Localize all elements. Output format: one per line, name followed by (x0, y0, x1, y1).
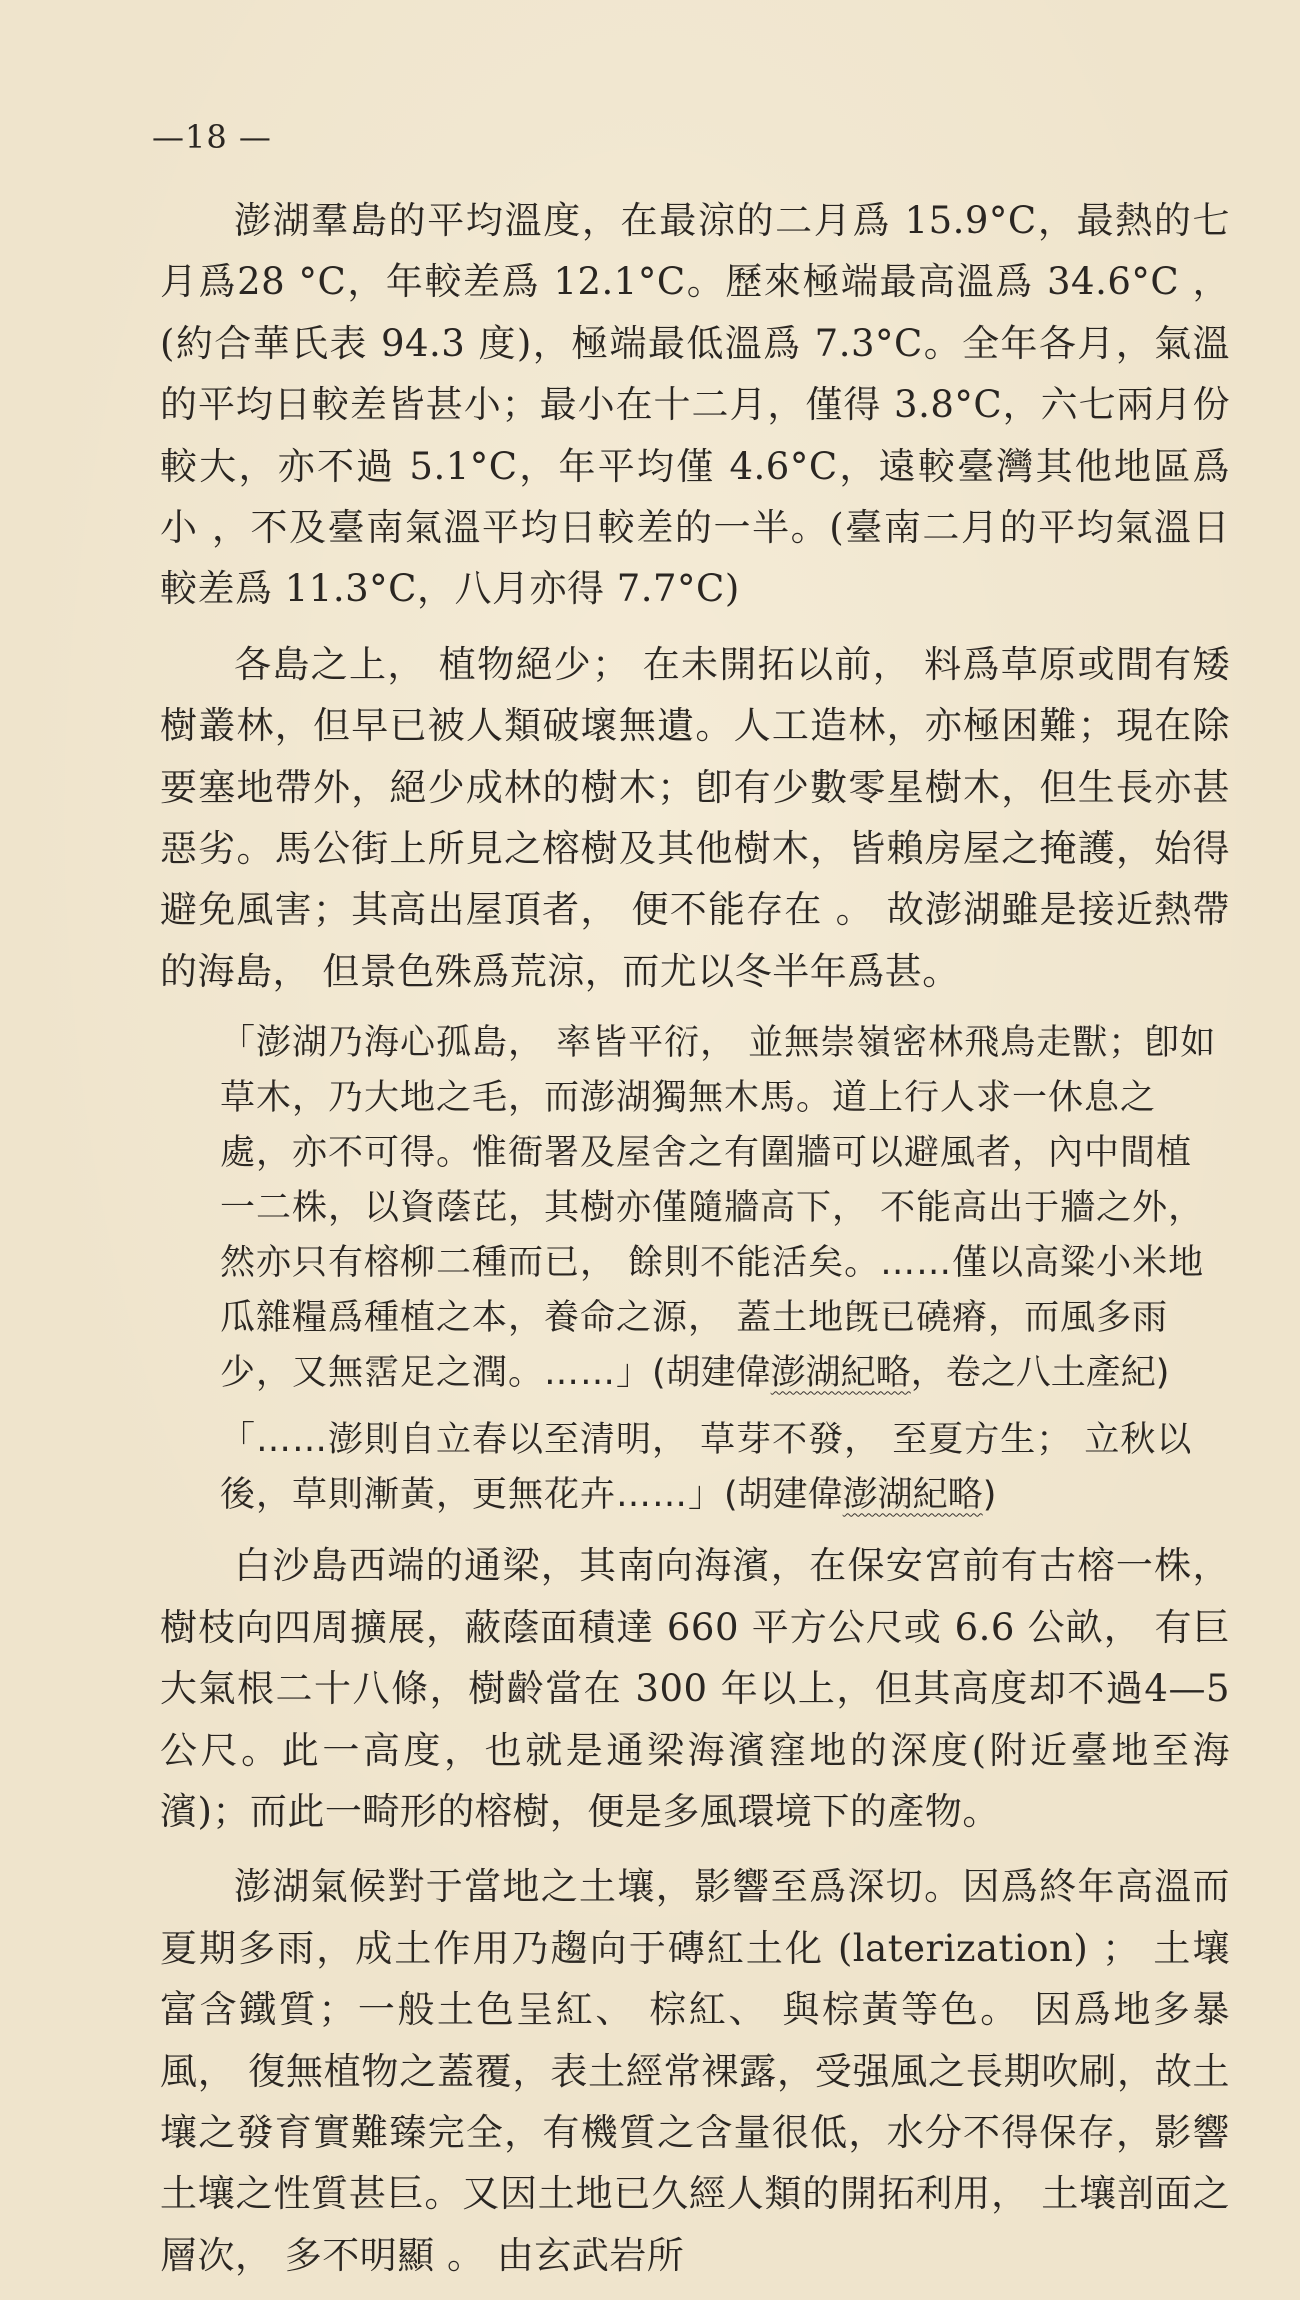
quote-1-source-rest: ，卷之八土產紀) (910, 1353, 1170, 1394)
quote-2-source-author: (胡建偉 (724, 1475, 843, 1516)
page-body (160, 190, 1230, 2300)
paragraph-temperature: 澎湖羣島的平均溫度，在最涼的二月爲 15.9°C，最熱的七月爲28 °C，年較差爲 12.1°C。歷來極端最高溫爲 34.6°C ，(約合華氏表 94.3 度)，極端最低溫爲 7.3°C。全年各月，氣溫的平均日較差皆甚小；最小在十二月，僅得 3.8°C，六七兩月份較大，亦不過 5.1°C，年平均僅 4.6°C，遠較臺灣其他地區爲 小 ，不及臺南氣溫平均日較差的一半。(臺南二月的平均氣溫日較差爲 11.3°C，八月亦得 7.7°C) (160, 199, 1230, 611)
quote-1-text: 「澎湖乃海心孤島， 率皆平衍， 並無崇嶺密林飛鳥走獸；卽如草木，乃大地之毛，而澎湖獨無木馬。道上行人求一休息之處，亦不可得。惟衙署及屋舍之有圍牆可以避風者，內中間植一二株，以資蔭芘，其樹亦僅隨牆高下， 不能高出于牆之外，然亦只有榕柳二種而已， 餘則不能活矣。……僅以高粱小米地瓜雜糧爲種植之本，養命之源， 蓋土地旣已磽瘠，而風多雨少，又無霑足之潤。……」 (220, 1023, 1217, 1394)
quote-block-1 (220, 1016, 1220, 1401)
paragraph-vegetation: 各島之上， 植物絕少； 在未開拓以前， 料爲草原或間有矮樹叢林，但早已被人類破壞無遺。人工造林，亦極困難；現在除要塞地帶外，絕少成林的樹木；卽有少數零星樹木，但生長亦甚惡劣。馬公街上所見之榕樹及其他樹木，皆賴房屋之掩護，始得避免風害；其高出屋頂者， 便不能存在 。 故澎湖雖是接近熱帶的海島， 但景色殊爲荒涼，而尤以冬半年爲甚。 (160, 642, 1230, 993)
quote-2-source-rest: ) (982, 1475, 997, 1516)
quote-1-source-book: 澎湖紀略 (770, 1353, 911, 1394)
quote-2-source-book: 澎湖紀略 (842, 1475, 983, 1516)
quote-1-source-author: (胡建偉 (652, 1353, 771, 1394)
paragraph-soil: 澎湖氣候對于當地之土壤，影響至爲深切。因爲終年高溫而夏期多雨，成土作用乃趨向于磚紅土化 (laterization) ； 土壤富含鐵質；一般土色呈紅、 棕紅、 與棕黃等色。 因爲地多暴風， 復無植物之蓋覆，表土經常裸露，受强風之長期吹刷，故土壤之發育實難臻完全，有機質之含量很低，水分不得保存，影響土壤之性質甚巨。又因土地已久經人類的開拓利用， 土壤剖面之層次， 多不明顯 。 由玄武岩所 (160, 1865, 1230, 2277)
page-number: —18 — (152, 118, 272, 156)
quote-2-text: 「……澎則自立春以至清明， 草芽不發， 至夏方生； 立秋以後，草則漸黃，更無花卉……」 (220, 1420, 1193, 1516)
quote-block-2 (220, 1413, 1220, 1523)
paragraph-banyan-tree: 白沙島西端的通梁，其南向海濱，在保安宮前有古榕一株，樹枝向四周擴展，蔽蔭面積達 660 平方公尺或 6.6 公畝， 有巨大氣根二十八條，樹齡當在 300 年以上，但其高度却不過4—5公尺。此一高度，也就是通梁海濱窪地的深度(附近臺地至海濱)；而此一畸形的榕樹，便是多風環境下的產物。 (160, 1544, 1230, 1833)
